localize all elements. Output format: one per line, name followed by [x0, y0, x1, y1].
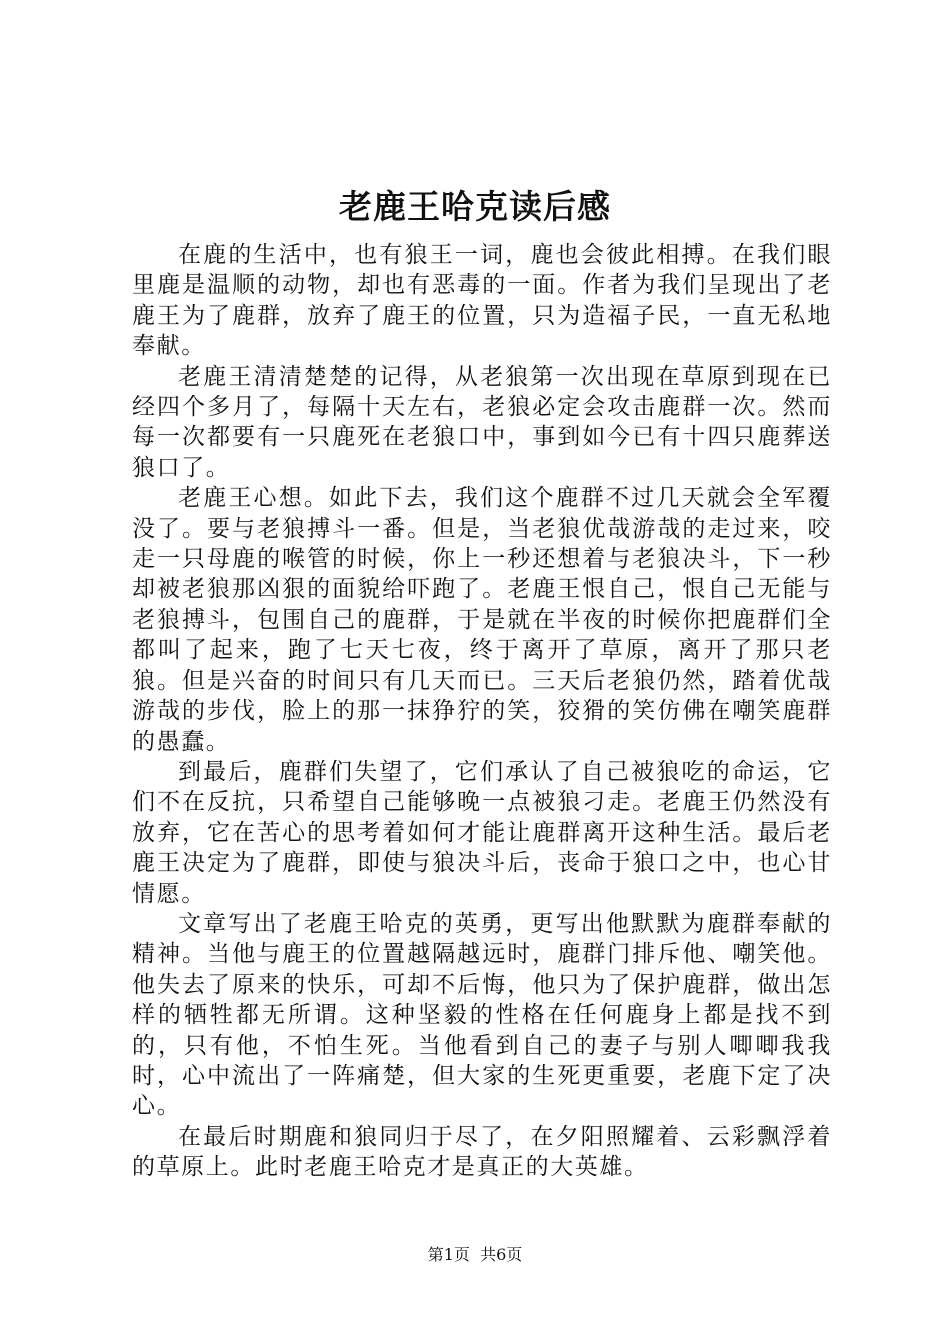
paragraph: 老鹿王清清楚楚的记得，从老狼第一次出现在草原到现在已经四个多月了，每隔十天左右，老狼必定会攻击鹿群一次。然而每一次都要有一只鹿死在老狼口中，事到如今已有十四只鹿葬送狼口了。: [132, 363, 832, 481]
paragraph: 到最后，鹿群们失望了，它们承认了自己被狼吃的命运，它们不在反抗，只希望自己能够晚一点被狼刁走。老鹿王仍然没有放弃，它在苦心的思考着如何才能让鹿群离开这种生活。最后老鹿王决定为了鹿群，即使与狼决斗后，丧命于狼口之中，也心甘情愿。: [132, 758, 832, 907]
document-body: [132, 240, 832, 1183]
paragraph: 在鹿的生活中，也有狼王一词，鹿也会彼此相搏。在我们眼里鹿是温顺的动物，却也有恶毒的一面。作者为我们呈现出了老鹿王为了鹿群，放弃了鹿王的位置，只为造福子民，一直无私地奉献。: [132, 242, 832, 360]
page-footer: [0, 1244, 950, 1266]
page-total: 共6页: [480, 1245, 523, 1264]
page-number: 第1页: [427, 1245, 470, 1264]
paragraph: 在最后时期鹿和狼同归于尽了，在夕阳照耀着、云彩飘浮着的草原上。此时老鹿王哈克才是真正的大英雄。: [132, 1123, 832, 1181]
document-title: 老鹿王哈克读后感: [339, 187, 611, 226]
footer-separator: [470, 1245, 480, 1264]
paragraph: 老鹿王心想。如此下去，我们这个鹿群不过几天就会全军覆没了。要与老狼搏斗一番。但是，当老狼优哉游哉的走过来，咬走一只母鹿的喉管的时候，你上一秒还想着与老狼决斗，下一秒却被老狼那凶狠的面貌给吓跑了。老鹿王恨自己，恨自己无能与老狼搏斗，包围自己的鹿群，于是就在半夜的时候你把鹿群们全都叫了起来，跑了七天七夜，终于离开了草原，离开了那只老狼。但是兴奋的时间只有几天而已。三天后老狼仍然，踏着优哉游哉的步伐，脸上的那一抹狰狞的笑，狡猾的笑仿佛在嘲笑鹿群的愚蠢。: [132, 485, 832, 755]
paragraph: 文章写出了老鹿王哈克的英勇，更写出他默默为鹿群奉献的精神。当他与鹿王的位置越隔越远时，鹿群门排斥他、嘲笑他。他失去了原来的快乐，可却不后悔，他只为了保护鹿群，做出怎样的牺牲都无所谓。这种坚毅的性格在任何鹿身上都是找不到的，只有他，不怕生死。当他看到自己的妻子与别人唧唧我我时，心中流出了一阵痛楚，但大家的生死更重要，老鹿下定了决心。: [132, 910, 832, 1120]
